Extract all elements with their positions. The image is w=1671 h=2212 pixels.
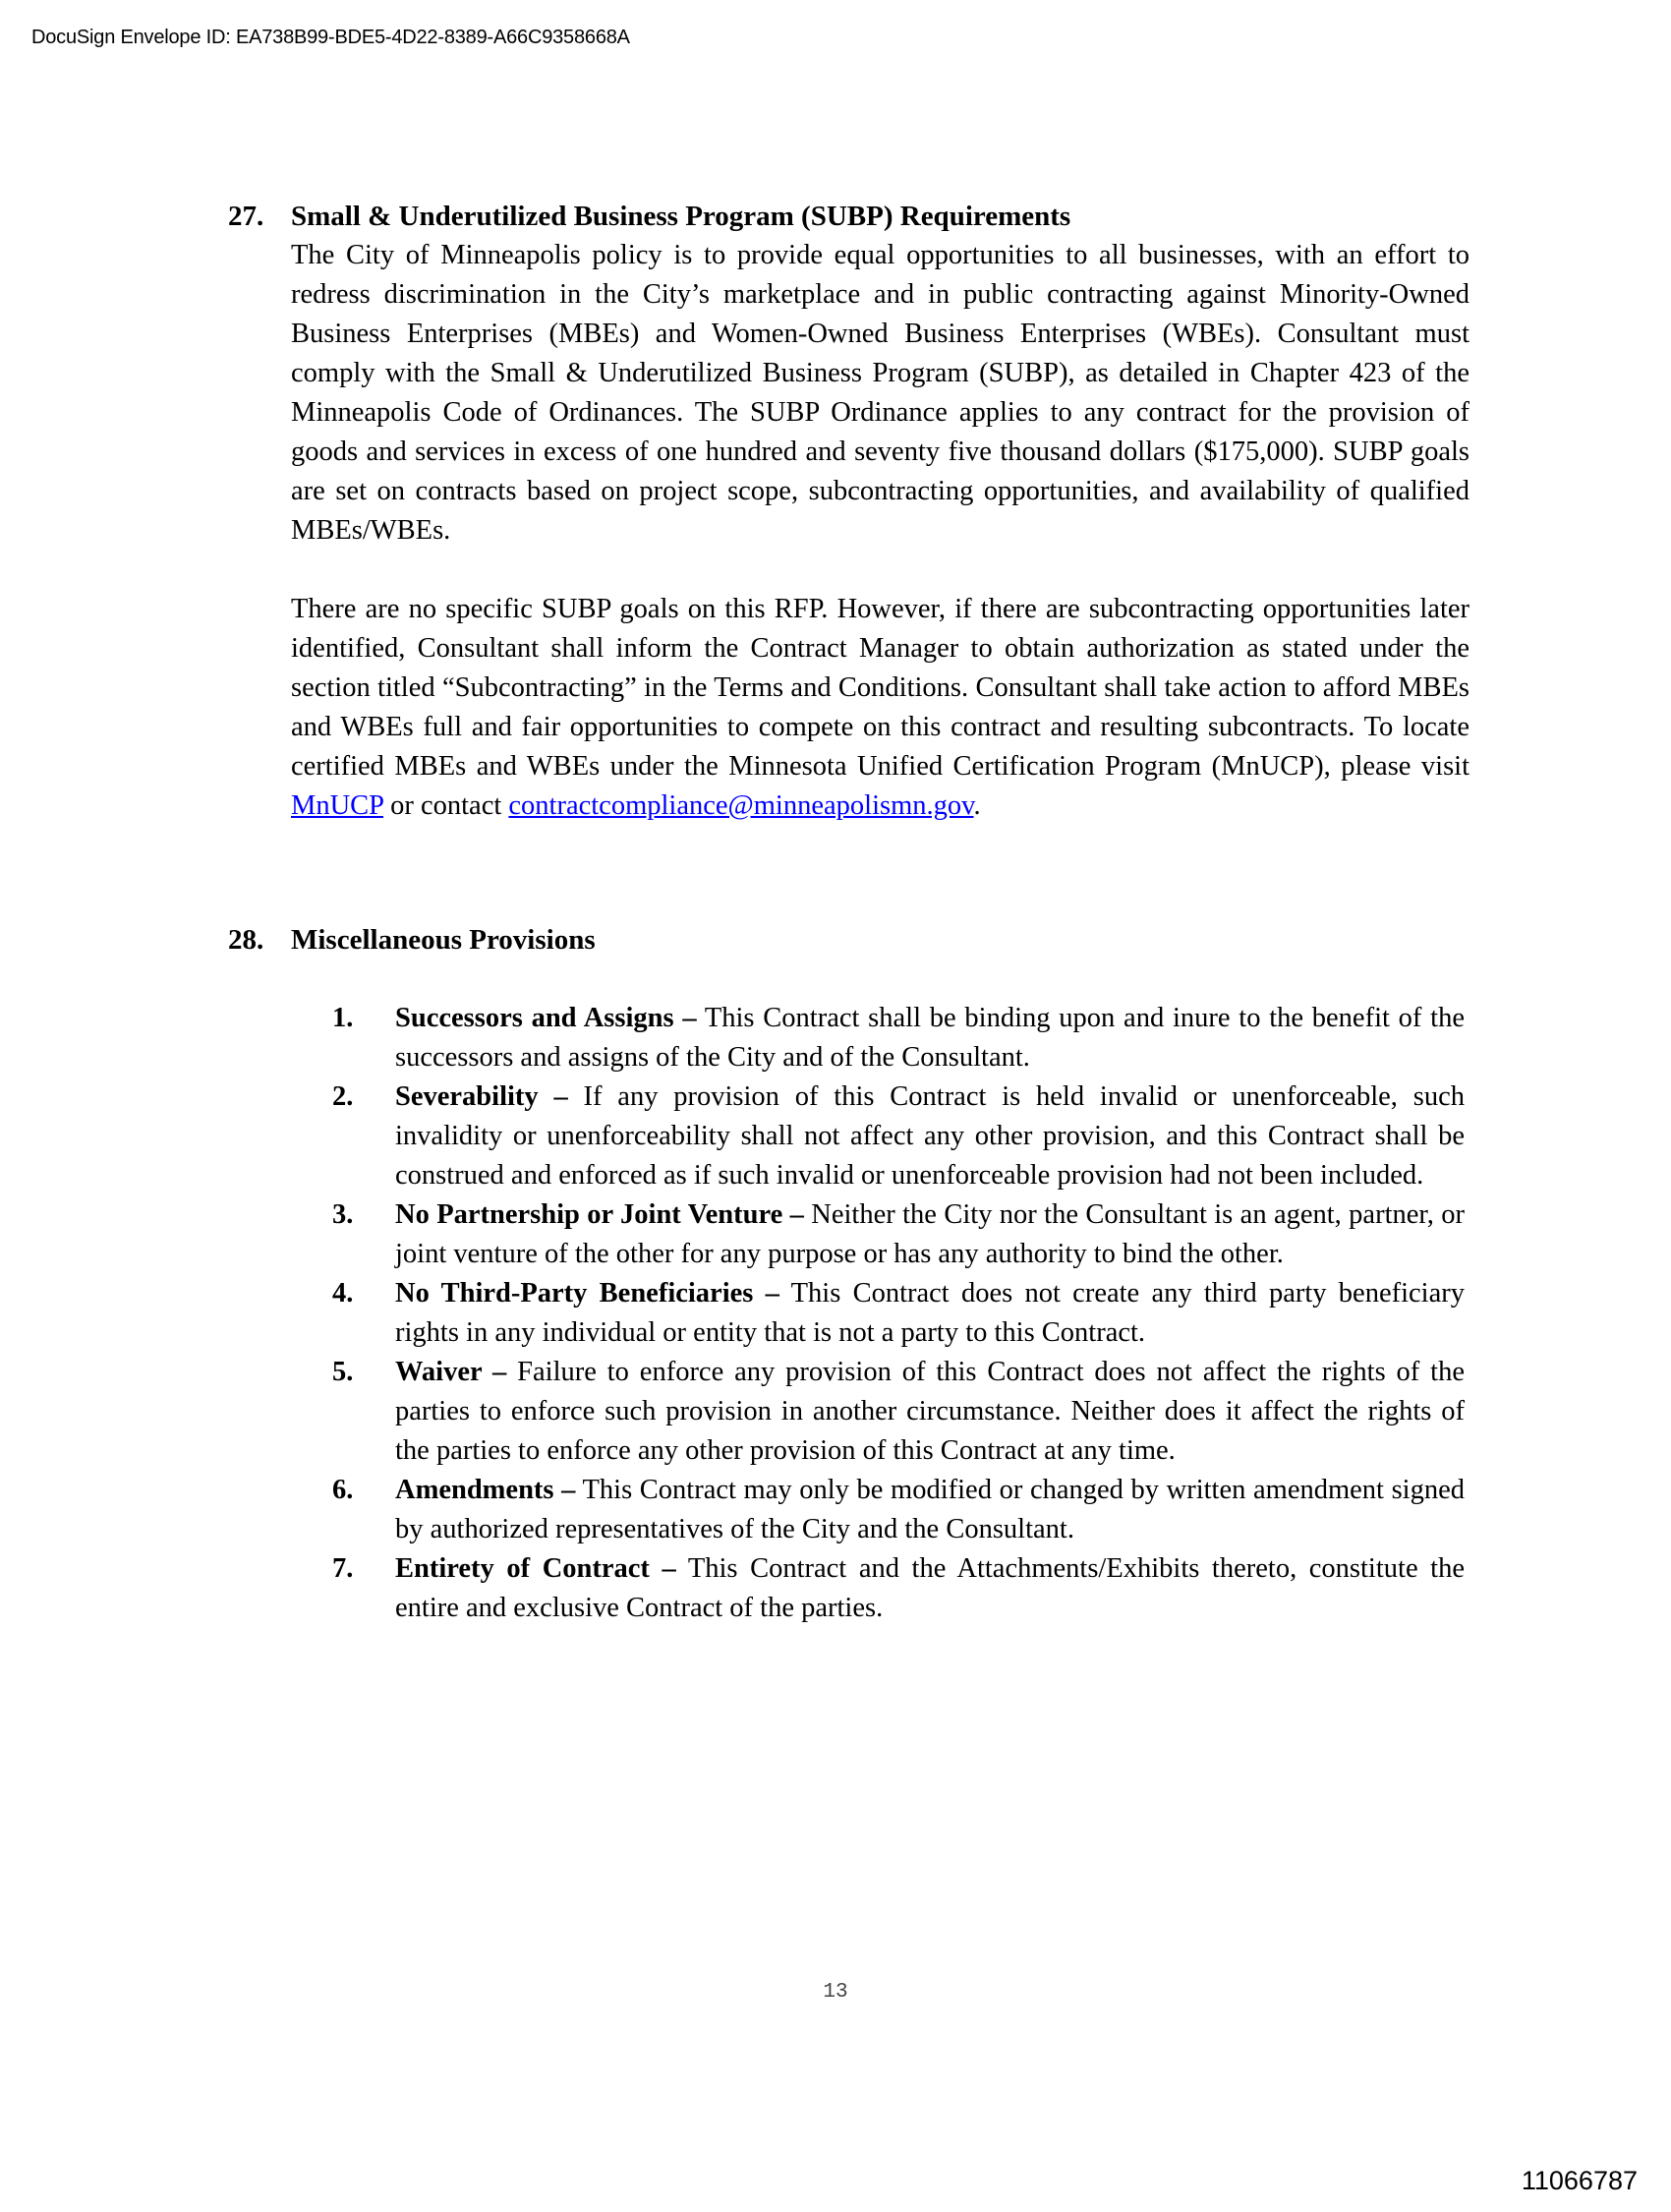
mnucp-link[interactable]: MnUCP	[291, 790, 383, 821]
provision-number: 7.	[332, 1553, 354, 1584]
provision-number: 6.	[332, 1475, 354, 1505]
paragraph-2-text: There are no specific SUBP goals on this RFP. However, if there are subcontracting opportunities later identified, Consultant shall inform the Contract Manager to obtain authorization as stated under the section titled “Subcontracting” in the Terms and Conditions. Consultant shall take action to afford MBEs and WBEs full and fair opportunities to compete on this contract and resulting subcontracts. To locate certified MBEs and WBEs under the Minnesota Unified Certification Program (MnUCP), please visit	[291, 594, 1469, 782]
provision-title: Amendments –	[395, 1475, 576, 1505]
provision-description: This Contract and the Attachments/Exhibits thereto, constitute the entire and exclusive Contract of the parties.	[395, 1553, 1465, 1623]
provision-item	[228, 999, 1469, 1077]
provision-number: 2.	[332, 1081, 354, 1112]
provision-title: Waiver –	[395, 1357, 507, 1387]
document-body	[228, 197, 1469, 1628]
section-28-number: 28.	[228, 924, 264, 956]
provision-text	[395, 1077, 1465, 1195]
provision-description: Failure to enforce any provision of this Contract does not affect the rights of the parties to enforce such provision in another circumstance. Neither does it affect the rights of the parties to enforce any other provision of this Contract at any time.	[395, 1357, 1465, 1466]
provisions-list	[228, 999, 1469, 1628]
page-number: 13	[823, 1981, 848, 2004]
provision-number: 5.	[332, 1357, 354, 1387]
paragraph-2-end: .	[973, 790, 981, 821]
provision-text	[395, 1471, 1465, 1549]
docusign-envelope-id: DocuSign Envelope ID: EA738B99-BDE5-4D22-8389-A66C9358668A	[31, 27, 630, 48]
provision-text	[395, 1274, 1465, 1353]
provision-item	[228, 1549, 1469, 1628]
contract-compliance-email-link[interactable]: contractcompliance@minneapolismn.gov	[508, 790, 974, 821]
provision-description: This Contract does not create any third party beneficiary rights in any individual or entity that is not a party to this Contract.	[395, 1278, 1465, 1348]
provision-item	[228, 1077, 1469, 1195]
paragraph-spacer	[291, 551, 1469, 590]
paragraph-2-connector: or contact	[382, 790, 509, 821]
provision-description: This Contract may only be modified or changed by written amendment signed by authorized representatives of the City and the Consultant.	[395, 1475, 1465, 1544]
provision-item	[228, 1195, 1469, 1274]
section-27-number: 27.	[228, 201, 264, 232]
document-number: 11066787	[1521, 2166, 1638, 2195]
provision-number: 1.	[332, 1003, 354, 1033]
provision-text	[395, 999, 1465, 1077]
provision-text	[395, 1549, 1465, 1628]
provision-title: Entirety of Contract –	[395, 1553, 676, 1584]
provision-item	[228, 1274, 1469, 1353]
provision-item	[228, 1471, 1469, 1549]
provision-description: Neither the City nor the Consultant is an agent, partner, or joint venture of the other for any purpose or has any authority to bind the other.	[395, 1199, 1465, 1269]
provision-title: No Third-Party Beneficiaries –	[395, 1278, 779, 1309]
section-28-miscellaneous-provisions	[228, 920, 1469, 1628]
section-28-heading	[228, 920, 1469, 960]
section-27-subp-requirements	[228, 197, 1469, 826]
section-27-title: Small & Underutilized Business Program (SUBP) Requirements	[291, 201, 1071, 232]
provision-text	[395, 1195, 1465, 1274]
provision-title: No Partnership or Joint Venture –	[395, 1199, 804, 1230]
provision-text	[395, 1353, 1465, 1471]
section-27-paragraph-2	[291, 590, 1469, 826]
provision-number: 4.	[332, 1278, 354, 1309]
section-27-body	[291, 236, 1469, 826]
section-28-title: Miscellaneous Provisions	[291, 924, 596, 956]
provision-description: This Contract shall be binding upon and inure to the benefit of the successors and assigns of the City and of the Consultant.	[395, 1003, 1465, 1073]
provision-item	[228, 1353, 1469, 1471]
provision-title: Severability –	[395, 1081, 568, 1112]
provision-number: 3.	[332, 1199, 354, 1230]
section-27-paragraph-1: The City of Minneapolis policy is to provide equal opportunities to all businesses, with an effort to redress discrimination in the City’s marketplace and in public contracting against Minority-Owned Business Enterprises (MBEs) and Women-Owned Business Enterprises (WBEs). Consultant must comply with the Small & Underutilized Business Program (SUBP), as detailed in Chapter 423 of the Minneapolis Code of Ordinances. The SUBP Ordinance applies to any contract for the provision of goods and services in excess of one hundred and seventy five thousand dollars ($175,000). SUBP goals are set on contracts based on project scope, subcontracting opportunities, and availability of qualified MBEs/WBEs.	[291, 240, 1469, 546]
section-27-heading	[228, 197, 1469, 236]
provision-description: If any provision of this Contract is held invalid or unenforceable, such invalidity or unenforceability shall not affect any other provision, and this Contract shall be construed and enforced as if such invalid or unenforceable provision had not been included.	[395, 1081, 1465, 1191]
provision-title: Successors and Assigns –	[395, 1003, 697, 1033]
